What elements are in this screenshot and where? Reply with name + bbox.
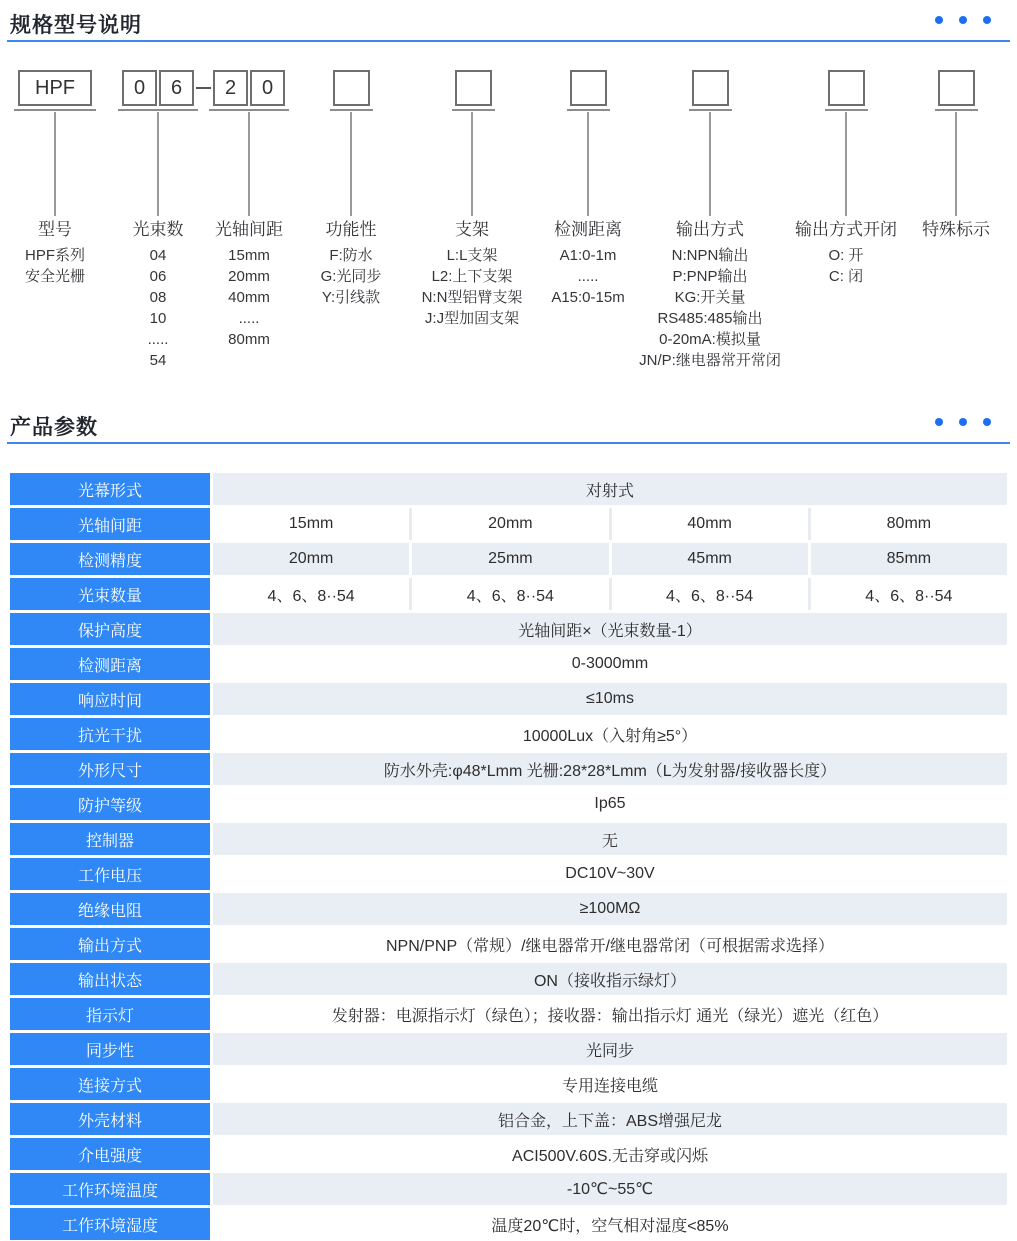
option-item: F:防水 — [329, 247, 373, 264]
row-label: 光轴间距 — [10, 508, 210, 540]
option-item: KG:开关量 — [674, 289, 746, 306]
table-row — [10, 1068, 1007, 1100]
model-option-column — [133, 218, 184, 371]
option-item: ..... — [238, 310, 260, 327]
row-label: 指示灯 — [10, 998, 210, 1030]
row-value-cell: 20mm — [213, 543, 409, 575]
row-value-cell: 无 — [213, 823, 1007, 855]
params-section-title: 产品参数 — [10, 416, 98, 439]
table-row — [10, 578, 1007, 610]
box-baseline — [14, 109, 96, 111]
row-label: 光幕形式 — [10, 473, 210, 505]
row-values — [213, 928, 1007, 960]
option-item: A15:0-15m — [551, 289, 625, 306]
row-values — [213, 543, 1007, 575]
table-row — [10, 543, 1007, 575]
row-values — [213, 613, 1007, 645]
row-label: 工作电压 — [10, 858, 210, 890]
row-values — [213, 998, 1007, 1030]
option-column-label: 检测距离 — [554, 220, 622, 239]
dot-icon — [983, 16, 991, 24]
dot-icon — [935, 418, 943, 426]
dot-icon — [935, 16, 943, 24]
model-empty-box — [692, 70, 729, 106]
row-label: 介电强度 — [10, 1138, 210, 1170]
row-value-cell: 专用连接电缆 — [213, 1068, 1007, 1100]
row-value-cell: 45mm — [612, 543, 808, 575]
table-row — [10, 788, 1007, 820]
table-row — [10, 1173, 1007, 1205]
connector-line — [54, 112, 56, 216]
model-digit-box: 2 — [213, 70, 248, 106]
option-item: 80mm — [228, 331, 270, 348]
connector-line — [350, 112, 352, 216]
option-item: 04 — [149, 247, 167, 264]
connector-line — [845, 112, 847, 216]
row-value-cell: 4、6、8··54 — [412, 578, 608, 610]
box-baseline — [689, 109, 732, 111]
row-values — [213, 1138, 1007, 1170]
option-column-label: 型号 — [37, 220, 72, 239]
table-row — [10, 858, 1007, 890]
option-item: 0-20mA:模拟量 — [659, 331, 761, 348]
model-prefix-box: HPF — [18, 70, 92, 106]
row-values — [213, 753, 1007, 785]
row-value-cell: 25mm — [412, 543, 608, 575]
box-baseline — [452, 109, 495, 111]
table-row — [10, 753, 1007, 785]
option-item: N:NPN输出 — [671, 247, 749, 264]
table-row — [10, 928, 1007, 960]
row-label: 输出状态 — [10, 963, 210, 995]
model-empty-box — [570, 70, 607, 106]
model-option-column — [922, 218, 990, 245]
row-value-cell: 光轴间距×（光束数量-1） — [213, 613, 1007, 645]
option-item: RS485:485输出 — [657, 310, 763, 327]
row-value-cell: 光同步 — [213, 1033, 1007, 1065]
table-row — [10, 1138, 1007, 1170]
row-values — [213, 858, 1007, 890]
connector-line — [709, 112, 711, 216]
box-baseline — [825, 109, 868, 111]
row-value-cell: 4、6、8··54 — [811, 578, 1007, 610]
row-value-cell: 85mm — [811, 543, 1007, 575]
row-value-cell: 对射式 — [213, 473, 1007, 505]
row-label: 检测精度 — [10, 543, 210, 575]
option-item: ..... — [147, 331, 169, 348]
table-row — [10, 1208, 1007, 1240]
row-values — [213, 473, 1007, 505]
box-baseline — [209, 109, 289, 111]
row-value-cell: 4、6、8··54 — [213, 578, 409, 610]
table-row — [10, 1033, 1007, 1065]
option-item: 08 — [149, 289, 167, 306]
table-row — [10, 473, 1007, 505]
row-values — [213, 648, 1007, 680]
section-divider — [7, 40, 1010, 42]
row-value-cell: 防水外壳:φ48*Lmm 光栅:28*28*Lmm（L为发射器/接收器长度） — [213, 753, 1007, 785]
row-values — [213, 508, 1007, 540]
more-dots-icon — [935, 16, 991, 24]
model-option-column — [321, 218, 382, 308]
table-row — [10, 893, 1007, 925]
row-label: 工作环境温度 — [10, 1173, 210, 1205]
row-value-cell: ≤10ms — [213, 683, 1007, 715]
model-option-column — [795, 218, 897, 287]
table-row — [10, 1103, 1007, 1135]
option-column-label: 输出方式开闭 — [795, 220, 897, 239]
row-label: 抗光干扰 — [10, 718, 210, 750]
row-values — [213, 1068, 1007, 1100]
row-values — [213, 578, 1007, 610]
row-value-cell: 20mm — [412, 508, 608, 540]
row-value-cell: 10000Lux（入射角≥5°） — [213, 718, 1007, 750]
model-separator-line — [196, 87, 211, 89]
row-value-cell: 温度20℃时，空气相对湿度<85% — [213, 1208, 1007, 1240]
option-item: C: 闭 — [828, 268, 864, 285]
row-value-cell: NPN/PNP（常规）/继电器常开/继电器常闭（可根据需求选择） — [213, 928, 1007, 960]
option-column-label: 特殊标示 — [922, 220, 990, 239]
row-value-cell: 4、6、8··54 — [612, 578, 808, 610]
parameter-table — [10, 473, 1007, 1241]
model-option-column — [639, 218, 781, 371]
model-option-column — [25, 218, 85, 287]
option-item: L:L支架 — [446, 247, 498, 264]
row-label: 外壳材料 — [10, 1103, 210, 1135]
model-digit-box: 0 — [122, 70, 157, 106]
option-item: ..... — [577, 268, 599, 285]
option-item: A1:0-1m — [559, 247, 617, 264]
option-item: Y:引线款 — [321, 289, 381, 306]
table-row — [10, 963, 1007, 995]
table-row — [10, 823, 1007, 855]
box-baseline — [330, 109, 373, 111]
option-item: O: 开 — [828, 247, 864, 264]
row-label: 工作环境湿度 — [10, 1208, 210, 1240]
option-item: 06 — [149, 268, 167, 285]
table-row — [10, 998, 1007, 1030]
spec-section-title: 规格型号说明 — [10, 14, 142, 37]
model-empty-box — [455, 70, 492, 106]
row-values — [213, 893, 1007, 925]
row-value-cell: -10℃~55℃ — [213, 1173, 1007, 1205]
table-row — [10, 613, 1007, 645]
row-label: 连接方式 — [10, 1068, 210, 1100]
dot-icon — [983, 418, 991, 426]
row-value-cell: Ip65 — [213, 788, 1007, 820]
row-values — [213, 1208, 1007, 1240]
model-option-column — [551, 218, 624, 308]
model-digit-box: 6 — [159, 70, 194, 106]
row-value-cell: ACI500V.60S.无击穿或闪烁 — [213, 1138, 1007, 1170]
option-item: 54 — [149, 352, 167, 369]
option-column-label: 光轴间距 — [215, 220, 283, 239]
option-item: 40mm — [228, 289, 270, 306]
option-item: 20mm — [228, 268, 270, 285]
connector-line — [248, 112, 250, 216]
row-values — [213, 1103, 1007, 1135]
row-values — [213, 683, 1007, 715]
option-item: 安全光栅 — [24, 268, 86, 285]
more-dots-icon — [935, 418, 991, 426]
row-label: 控制器 — [10, 823, 210, 855]
row-label: 检测距离 — [10, 648, 210, 680]
table-row — [10, 508, 1007, 540]
row-label: 外形尺寸 — [10, 753, 210, 785]
model-digit-box: 0 — [250, 70, 285, 106]
option-item: 10 — [149, 310, 167, 327]
model-option-column — [215, 218, 283, 350]
option-column-label: 输出方式 — [676, 220, 744, 239]
row-value-cell: 0-3000mm — [213, 648, 1007, 680]
row-value-cell: 铝合金，上下盖：ABS增强尼龙 — [213, 1103, 1007, 1135]
model-code-diagram — [0, 62, 1017, 408]
dot-icon — [959, 418, 967, 426]
box-baseline — [935, 109, 978, 111]
row-label: 光束数量 — [10, 578, 210, 610]
row-value-cell: DC10V~30V — [213, 858, 1007, 890]
model-option-column — [422, 218, 523, 329]
option-item: N:N型铝臂支架 — [421, 289, 523, 306]
table-row — [10, 718, 1007, 750]
option-item: HPF系列 — [24, 247, 86, 264]
model-empty-box — [333, 70, 370, 106]
row-values — [213, 963, 1007, 995]
option-item: G:光同步 — [320, 268, 382, 285]
section-divider — [7, 442, 1010, 444]
row-value-cell: 发射器：电源指示灯（绿色）；接收器：输出指示灯 通光（绿光）遮光（红色） — [213, 998, 1007, 1030]
row-label: 保护高度 — [10, 613, 210, 645]
option-column-label: 功能性 — [325, 220, 377, 239]
option-column-label: 光束数 — [132, 220, 184, 239]
row-label: 绝缘电阻 — [10, 893, 210, 925]
option-item: L2:上下支架 — [431, 268, 513, 285]
row-values — [213, 718, 1007, 750]
row-value-cell: ON（接收指示绿灯） — [213, 963, 1007, 995]
table-row — [10, 683, 1007, 715]
option-item: 15mm — [228, 247, 270, 264]
row-label: 防护等级 — [10, 788, 210, 820]
connector-line — [587, 112, 589, 216]
row-label: 输出方式 — [10, 928, 210, 960]
row-label: 响应时间 — [10, 683, 210, 715]
row-value-cell: ≥100MΩ — [213, 893, 1007, 925]
table-row — [10, 648, 1007, 680]
connector-line — [157, 112, 159, 216]
row-values — [213, 788, 1007, 820]
row-values — [213, 1173, 1007, 1205]
model-empty-box — [938, 70, 975, 106]
dot-icon — [959, 16, 967, 24]
row-label: 同步性 — [10, 1033, 210, 1065]
connector-line — [955, 112, 957, 216]
row-value-cell: 80mm — [811, 508, 1007, 540]
row-value-cell: 40mm — [612, 508, 808, 540]
option-item: JN/P:继电器常开常闭 — [639, 352, 781, 369]
row-value-cell: 15mm — [213, 508, 409, 540]
box-baseline — [567, 109, 610, 111]
box-baseline — [118, 109, 198, 111]
row-values — [213, 823, 1007, 855]
option-item: P:PNP输出 — [672, 268, 748, 285]
option-column-label: 支架 — [455, 220, 489, 239]
row-values — [213, 1033, 1007, 1065]
connector-line — [471, 112, 473, 216]
model-empty-box — [828, 70, 865, 106]
option-item: J:J型加固支架 — [424, 310, 520, 327]
